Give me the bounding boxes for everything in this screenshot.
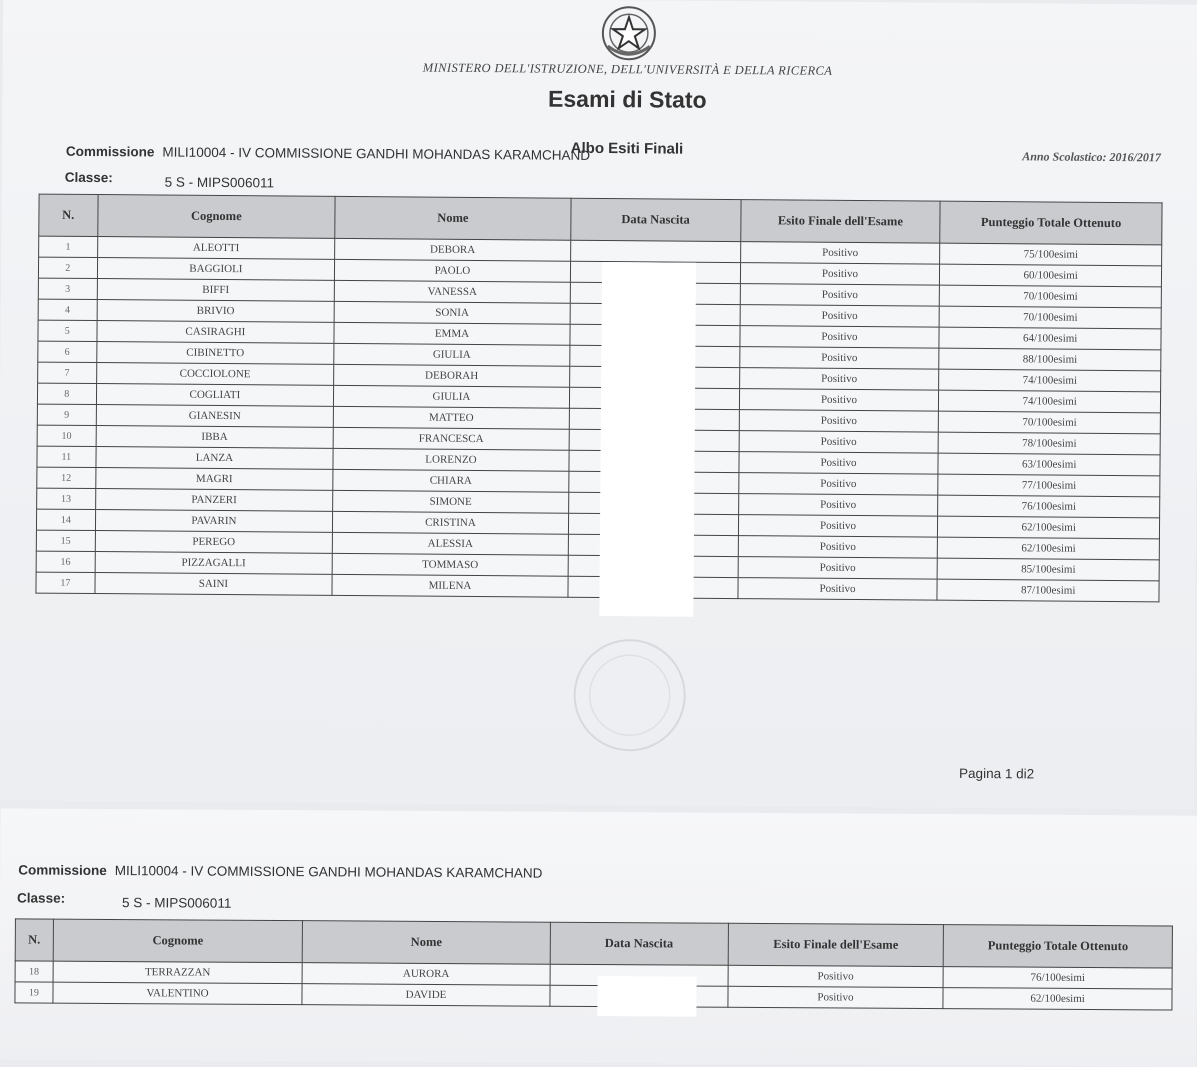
cell-cognome: TERRAZZAN: [53, 961, 303, 984]
commissione-value-2: MILI10004 - IV COMMISSIONE GANDHI MOHANDAS KARAMCHAND: [114, 863, 543, 881]
cell-cognome: PEREGO: [95, 531, 333, 554]
cell-nome: SONIA: [334, 301, 570, 324]
row-number: 19: [15, 982, 53, 1003]
cell-punteggio: 62/100esimi: [943, 988, 1172, 1010]
cell-esito: Positivo: [739, 452, 939, 475]
cell-cognome: MAGRI: [95, 468, 333, 491]
cell-cognome: IBBA: [96, 426, 334, 449]
cell-nome: CRISTINA: [333, 511, 569, 534]
classe-label-2: Classe:: [17, 890, 66, 906]
cell-punteggio: 64/100esimi: [939, 327, 1161, 350]
cell-punteggio: 62/100esimi: [938, 516, 1160, 539]
cell-cognome: PANZERI: [95, 489, 333, 512]
cell-esito: Positivo: [739, 368, 939, 391]
cell-esito: Positivo: [740, 263, 940, 286]
col-n: N.: [39, 194, 98, 236]
cell-esito: Positivo: [740, 305, 940, 328]
cell-cognome: PIZZAGALLI: [95, 552, 333, 575]
cell-nome: FRANCESCA: [333, 427, 569, 450]
row-number: 17: [36, 572, 95, 593]
row-number: 6: [38, 341, 97, 362]
cell-esito: Positivo: [738, 557, 938, 580]
row-number: 18: [15, 961, 53, 982]
cell-esito: Positivo: [739, 410, 939, 433]
col-nome-2: Nome: [303, 921, 551, 965]
col-data-nascita: Data Nascita: [570, 198, 740, 241]
cell-cognome: CASIRAGHI: [97, 321, 335, 344]
results-table-page-2: [14, 918, 1172, 1010]
cell-punteggio: 87/100esimi: [937, 579, 1159, 602]
cell-cognome: COGLIATI: [96, 384, 334, 407]
cell-esito: Positivo: [738, 515, 938, 538]
row-number: 3: [38, 278, 97, 299]
cell-punteggio: 76/100esimi: [943, 967, 1172, 989]
school-year: Anno Scolastico: 2016/2017: [1022, 149, 1161, 165]
cell-punteggio: 70/100esimi: [939, 411, 1161, 434]
col-cognome: Cognome: [97, 195, 335, 239]
row-number: 2: [38, 257, 97, 278]
cell-nome: EMMA: [334, 322, 570, 345]
cell-punteggio: 70/100esimi: [939, 306, 1161, 329]
cell-nome: DEBORA: [335, 238, 571, 261]
page-number: Pagina 1 di2: [959, 765, 1035, 782]
cell-esito: Positivo: [738, 494, 938, 517]
cell-esito: Positivo: [738, 578, 938, 601]
cell-cognome: ALEOTTI: [97, 237, 335, 260]
cell-cognome: SAINI: [95, 573, 333, 596]
cell-nome: GIULIA: [334, 343, 570, 366]
col-n-2: N.: [15, 919, 53, 961]
document-title: Esami di Stato: [548, 85, 707, 113]
official-stamp-faint: [557, 625, 708, 766]
row-number: 1: [39, 236, 98, 257]
redacted-birthdates: [599, 262, 696, 617]
cell-esito: Positivo: [740, 284, 940, 307]
cell-punteggio: 74/100esimi: [939, 390, 1161, 413]
cell-nome: ALESSIA: [332, 532, 568, 555]
cell-cognome: VALENTINO: [53, 982, 303, 1005]
commissione-line: [66, 144, 590, 163]
col-punteggio: Punteggio Totale Ottenuto: [940, 201, 1162, 245]
cell-punteggio: 62/100esimi: [938, 537, 1160, 560]
cell-esito: Positivo: [728, 965, 944, 987]
cell-cognome: GIANESIN: [96, 405, 334, 428]
cell-punteggio: 78/100esimi: [938, 432, 1160, 455]
redacted-birthdates-2: [597, 976, 696, 1017]
cell-nome: VANESSA: [334, 280, 570, 303]
cell-data-nascita: [570, 240, 740, 262]
row-number: 4: [38, 299, 97, 320]
cell-nome: MATTEO: [333, 406, 569, 429]
commissione-label: Commissione: [65, 143, 155, 160]
cell-esito: Positivo: [740, 242, 940, 265]
cell-cognome: LANZA: [96, 447, 334, 470]
cell-nome: SIMONE: [333, 490, 569, 513]
col-esito: Esito Finale dell'Esame: [740, 200, 940, 244]
italian-republic-emblem: [600, 4, 658, 62]
cell-nome: TOMMASO: [332, 553, 568, 576]
cell-cognome: BAGGIOLI: [97, 258, 335, 281]
cell-cognome: BIFFI: [97, 279, 335, 302]
row-number: 9: [37, 404, 96, 425]
commissione-label-2: Commissione: [18, 862, 107, 878]
cell-punteggio: 76/100esimi: [938, 495, 1160, 518]
cell-cognome: COCCIOLONE: [96, 363, 334, 386]
col-nome: Nome: [335, 196, 571, 240]
table-header-row-2: [15, 919, 1172, 968]
row-number: 13: [37, 488, 96, 509]
cell-esito: Positivo: [728, 986, 944, 1008]
page-2: [0, 808, 1197, 1066]
classe-value: 5 S - MIPS006011: [164, 174, 275, 191]
cell-punteggio: 63/100esimi: [938, 453, 1160, 476]
cell-esito: Positivo: [739, 389, 939, 412]
row-number: 7: [38, 362, 97, 383]
cell-nome: DEBORAH: [334, 364, 570, 387]
row-number: 11: [37, 446, 96, 467]
row-number: 8: [37, 383, 96, 404]
cell-cognome: CIBINETTO: [96, 342, 334, 365]
col-punteggio-2: Punteggio Totale Ottenuto: [944, 925, 1173, 968]
cell-nome: CHIARA: [333, 469, 569, 492]
cell-punteggio: 74/100esimi: [939, 369, 1161, 392]
cell-punteggio: 70/100esimi: [940, 285, 1162, 308]
cell-nome: PAOLO: [335, 259, 571, 282]
cell-nome: MILENA: [332, 574, 568, 597]
row-number: 14: [36, 509, 95, 530]
cell-esito: Positivo: [738, 536, 938, 559]
col-data-nascita-2: Data Nascita: [550, 922, 728, 965]
document-subtitle: Albo Esiti Finali: [570, 139, 684, 158]
cell-nome: DAVIDE: [302, 984, 550, 1007]
row-number: 5: [38, 320, 97, 341]
row-number: 15: [36, 530, 95, 551]
cell-punteggio: 88/100esimi: [939, 348, 1161, 371]
cell-punteggio: 60/100esimi: [940, 264, 1162, 287]
cell-esito: Positivo: [740, 326, 940, 349]
cell-cognome: BRIVIO: [97, 300, 335, 323]
cell-punteggio: 77/100esimi: [938, 474, 1160, 497]
cell-punteggio: 85/100esimi: [937, 558, 1159, 581]
cell-punteggio: 75/100esimi: [940, 243, 1162, 266]
cell-cognome: PAVARIN: [95, 510, 333, 533]
cell-nome: GIULIA: [334, 385, 570, 408]
cell-esito: Positivo: [739, 347, 939, 370]
col-cognome-2: Cognome: [53, 919, 303, 963]
row-number: 10: [37, 425, 96, 446]
cell-nome: LORENZO: [333, 448, 569, 471]
classe-label: Classe:: [64, 169, 113, 186]
cell-nome: AURORA: [302, 963, 550, 986]
row-number: 12: [37, 467, 96, 488]
commissione-value: MILI10004 - IV COMMISSIONE GANDHI MOHANDAS KARAMCHAND: [162, 144, 591, 163]
commissione-line-2: [18, 862, 542, 880]
classe-value-2: 5 S - MIPS006011: [122, 895, 232, 911]
row-number: 16: [36, 551, 95, 572]
col-esito-2: Esito Finale dell'Esame: [728, 923, 944, 966]
cell-esito: Positivo: [738, 473, 938, 496]
cell-esito: Positivo: [739, 431, 939, 454]
ministry-name: MINISTERO DELL'ISTRUZIONE, DELL'UNIVERSITÀ E DELLA RICERCA: [422, 60, 833, 78]
